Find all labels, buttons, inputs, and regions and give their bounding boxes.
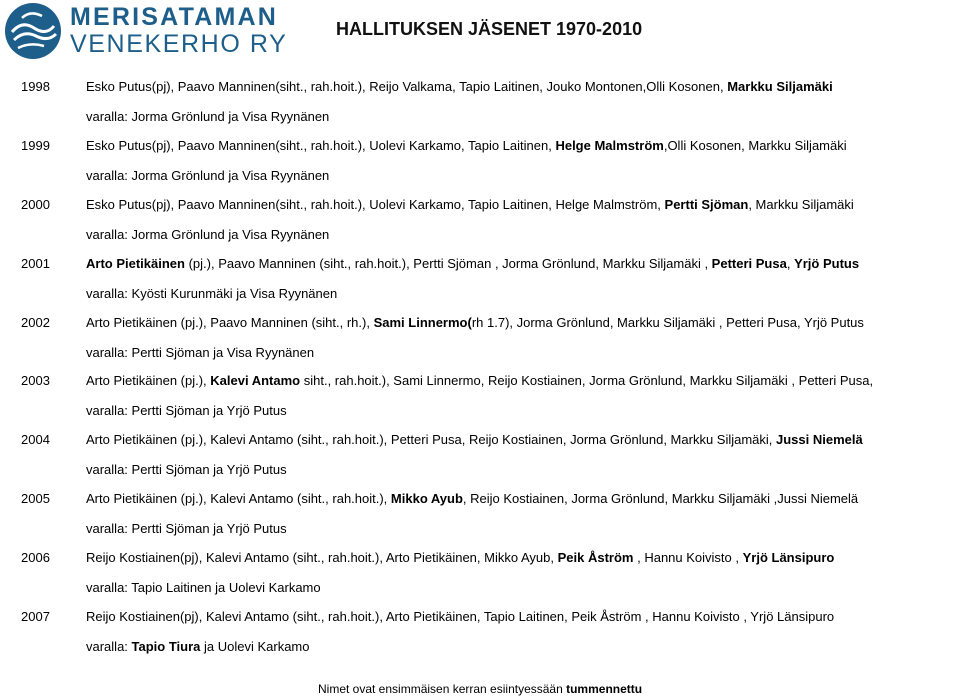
text-segment: Arto Pietikäinen (pj.), Paavo Manninen (siht., rh.), xyxy=(86,314,374,330)
text-segment: , Reijo Kostiainen, Jorma Grönlund, Markku Siljamäki ,Jussi Niemelä xyxy=(462,491,859,507)
text-segment: ,Olli Kosonen, Markku Siljamäki xyxy=(663,137,847,153)
text-segment: varalla: Tapio Laitinen ja Uolevi Karkamo xyxy=(86,580,321,596)
year-entry xyxy=(0,607,959,666)
new-member-name: Helge Malmström xyxy=(555,137,664,153)
club-logo xyxy=(4,2,288,60)
new-member-name: Sami Linnermo( xyxy=(373,314,472,330)
deputies-line xyxy=(86,168,329,183)
text-segment: Esko Putus(pj), Paavo Manninen(siht., rah.hoit.), Reijo Valkama, Tapio Laitinen, Jouko Montonen,Olli Kosonen, xyxy=(86,79,728,94)
year-label: 2000 xyxy=(21,196,50,212)
year-entry xyxy=(0,548,959,607)
year-label: 1998 xyxy=(21,79,50,94)
new-member-name: Kalevi Antamo xyxy=(210,373,301,389)
new-member-name: Jussi Niemelä xyxy=(776,432,863,448)
deputies-line xyxy=(86,521,287,536)
footer-note xyxy=(318,682,642,696)
year-label: 1999 xyxy=(21,137,50,153)
new-member-name: Peik Åström xyxy=(557,550,634,566)
text-segment: rh 1.7), Jorma Grönlund, Markku Siljamäki , Petteri Pusa, Yrjö Putus xyxy=(471,314,864,330)
text-segment: varalla: Pertti Sjöman ja Yrjö Putus xyxy=(86,462,287,478)
text-segment: varalla: Pertti Sjöman ja Visa Ryynänen xyxy=(86,344,315,360)
year-entry xyxy=(0,254,959,313)
year-label: 2001 xyxy=(21,255,50,271)
board-members-line xyxy=(86,550,834,565)
text-segment: varalla: xyxy=(86,639,132,655)
board-members-line xyxy=(86,373,873,388)
board-members-line xyxy=(86,609,834,624)
text-segment: varalla: Kyösti Kurunmäki ja Visa Ryynänen xyxy=(86,285,338,301)
board-members-line xyxy=(86,197,854,212)
year-entry xyxy=(0,77,959,136)
text-segment: , Markku Siljamäki xyxy=(748,196,854,212)
deputies-line xyxy=(86,109,329,124)
footer-bold-word: tummennettu xyxy=(566,682,643,696)
new-member-name: Arto Pietikäinen xyxy=(86,255,185,271)
year-entry xyxy=(0,313,959,372)
text-segment: ja Uolevi Karkamo xyxy=(200,639,310,655)
page-header xyxy=(0,0,959,64)
year-label: 2004 xyxy=(21,432,50,448)
deputies-line xyxy=(86,639,310,654)
text-segment: Arto Pietikäinen (pj.), Kalevi Antamo (siht., rah.hoit.), Petteri Pusa, Reijo Kostiainen, Jorma Grönlund, Markku Siljamäki, xyxy=(86,432,777,448)
year-label: 2005 xyxy=(21,491,50,507)
new-member-name: Tapio Tiura xyxy=(131,639,201,655)
text-segment: Esko Putus(pj), Paavo Manninen(siht., rah.hoit.), Uolevi Karkamo, Tapio Laitinen, Helge Malmström, xyxy=(86,196,665,212)
new-member-name: Mikko Ayub xyxy=(390,491,463,507)
board-member-list xyxy=(0,77,959,666)
deputies-line xyxy=(86,227,329,242)
board-members-line xyxy=(86,315,864,330)
logo-text xyxy=(70,4,287,58)
text-segment: varalla: Pertti Sjöman ja Yrjö Putus xyxy=(86,403,287,419)
footer-text: Nimet ovat ensimmäisen kerran esiintyessään xyxy=(318,682,567,696)
new-member-name: Petteri Pusa xyxy=(711,255,787,271)
board-members-line xyxy=(86,432,863,447)
wave-circle-icon xyxy=(4,2,62,60)
year-entry xyxy=(0,136,959,195)
text-segment: siht., rah.hoit.), Sami Linnermo, Reijo Kostiainen, Jorma Grönlund, Markku Siljamäki , Petteri Pusa, xyxy=(300,373,874,389)
text-segment: Arto Pietikäinen (pj.), Kalevi Antamo (siht., rah.hoit.), xyxy=(86,491,391,507)
year-label: 2002 xyxy=(21,314,50,330)
text-segment: Arto Pietikäinen (pj.), xyxy=(86,373,211,389)
new-member-name: Yrjö Länsipuro xyxy=(742,550,835,566)
year-entry xyxy=(0,430,959,489)
text-segment: , xyxy=(786,255,795,271)
deputies-line xyxy=(86,403,287,418)
deputies-line xyxy=(86,462,287,477)
logo-line-1: MERISATAMAN xyxy=(70,3,278,31)
logo-line-2: VENEKERHO RY xyxy=(70,30,288,58)
year-label: 2007 xyxy=(21,609,50,625)
deputies-line xyxy=(86,580,321,595)
board-members-line xyxy=(86,491,858,506)
page-title: HALLITUKSEN JÄSENET 1970-2010 xyxy=(336,19,643,39)
text-segment: (pj.), Paavo Manninen (siht., rah.hoit.), Pertti Sjöman , Jorma Grönlund, Markku Siljamäki , xyxy=(184,255,712,271)
text-segment: , Hannu Koivisto , xyxy=(633,550,743,566)
text-segment: varalla: Pertti Sjöman ja Yrjö Putus xyxy=(86,521,287,537)
year-entry xyxy=(0,371,959,430)
text-segment: Reijo Kostiainen(pj), Kalevi Antamo (siht., rah.hoit.), Arto Pietikäinen, Tapio Laitinen, Peik Åström , Hannu Koivisto , Yrjö Länsipuro xyxy=(86,609,835,625)
text-segment: Esko Putus(pj), Paavo Manninen(siht., rah.hoit.), Uolevi Karkamo, Tapio Laitinen, xyxy=(86,137,556,153)
year-entry xyxy=(0,489,959,548)
deputies-line xyxy=(86,345,314,360)
year-label: 2006 xyxy=(21,550,50,566)
text-segment: varalla: Jorma Grönlund ja Visa Ryynänen xyxy=(86,109,330,124)
new-member-name: Pertti Sjöman xyxy=(664,196,749,212)
text-segment: Reijo Kostiainen(pj), Kalevi Antamo (siht., rah.hoit.), Arto Pietikäinen, Mikko Ayub, xyxy=(86,550,558,566)
deputies-line xyxy=(86,286,337,301)
board-members-line xyxy=(86,138,847,153)
new-member-name: Yrjö Putus xyxy=(794,255,860,271)
text-segment: varalla: Jorma Grönlund ja Visa Ryynänen xyxy=(86,226,330,242)
year-label: 2003 xyxy=(21,373,50,389)
new-member-name: Markku Siljamäki xyxy=(727,79,833,94)
text-segment: varalla: Jorma Grönlund ja Visa Ryynänen xyxy=(86,167,330,183)
board-members-line xyxy=(86,256,859,271)
year-entry xyxy=(0,195,959,254)
board-members-line xyxy=(86,79,833,94)
